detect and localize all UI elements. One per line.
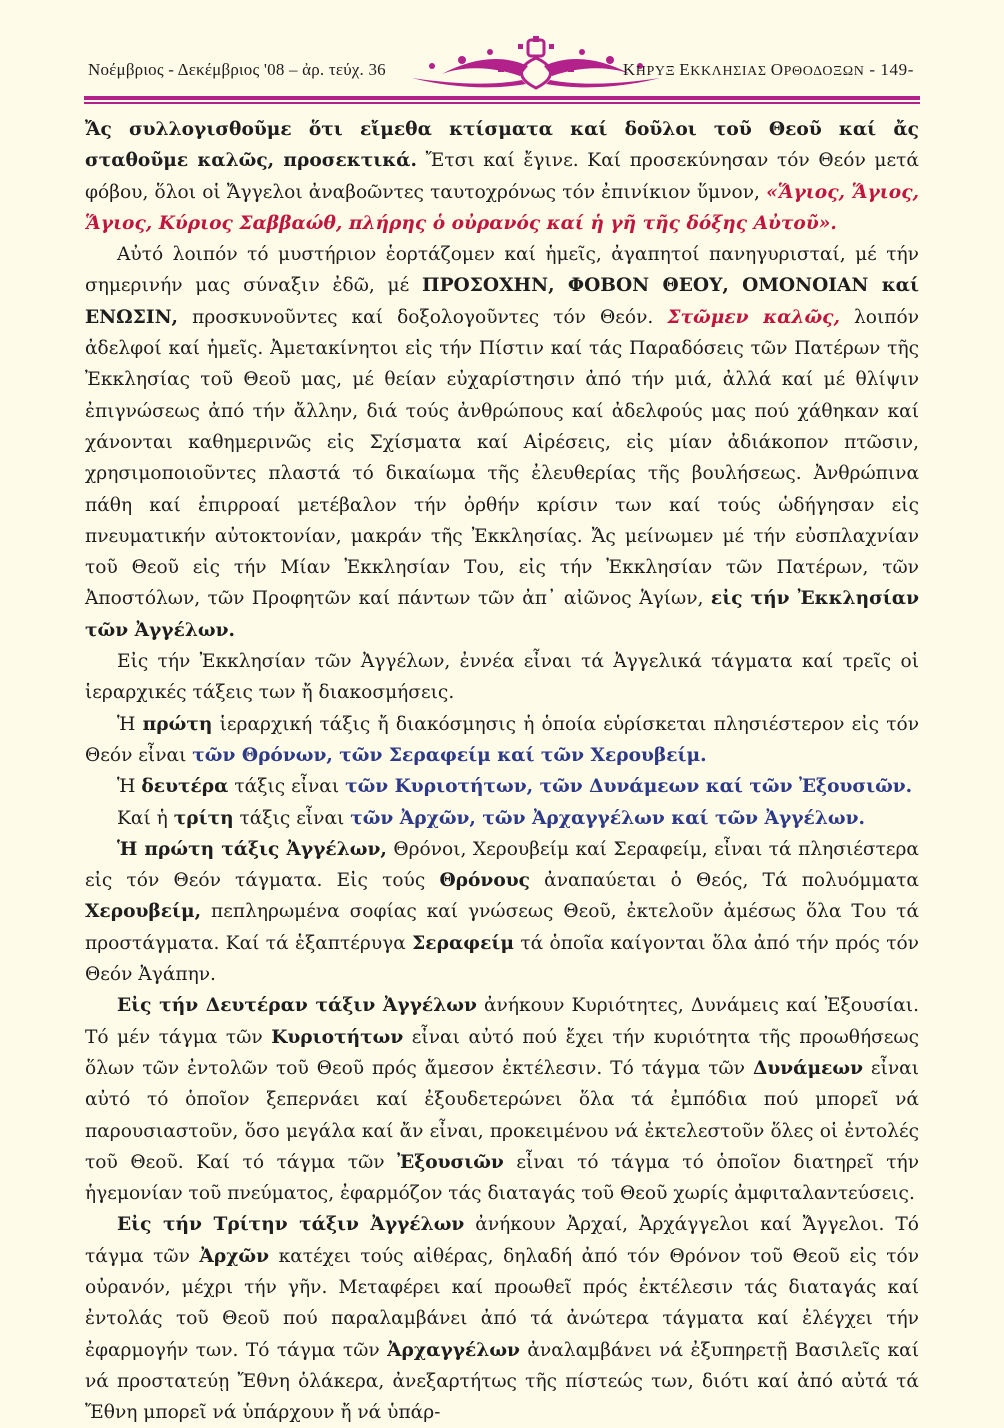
emphasis-text: Ἡ πρώτη τάξις Ἀγγέλων,: [117, 838, 387, 860]
body-text: ἀναλαμβάνει νά ἐξυπηρετῇ Βασιλεῖς καί νά προστατεύῃ Ἔθνη ὁλάκερα, ἀνεξαρτήτως τῆς πίστεώς των, διότι καί ἀπό αὐτά τά Ἔθνη μπορεῖ νά ὑπάρχουν ἤ νά ὑπάρ-: [85, 1339, 920, 1424]
article-body: [85, 114, 919, 1428]
body-text: τάξις εἶναι: [233, 807, 351, 829]
emphasis-text: Δυνάμεων: [752, 1057, 863, 1079]
body-text: ἀνήκουν Κυριότητες, Δυνάμεις καί Ἐξουσίαι. Τό μέν τάγμα τῶν: [85, 995, 919, 1048]
body-text: ἀνήκουν Ἀρχαί, Ἀρχάγγελοι καί Ἄγγελοι. Τό τάγμα τῶν: [85, 1214, 919, 1267]
emphasis-text: Ἀρχαγγέλων: [387, 1339, 520, 1361]
body-text: ἱεραρχική τάξις ἤ διακόσμησις ἡ ὁποία εὑρίσκεται πλησιέστερον εἰς τόν Θεόν εἶναι: [85, 713, 920, 766]
emphasis-text: Σεραφείμ: [412, 932, 514, 954]
paragraph: [85, 709, 919, 772]
emphasis-text: τρίτη: [173, 807, 234, 829]
body-text: εἶναι τό τάγμα τό ὁποῖον διατηρεῖ τήν ἡγεμονίαν τοῦ πνεύματος, ἐφαρμόζον τάς διαταγάς τοῦ Θεοῦ χωρίς ἀμφιταλαντεύσεις.: [85, 1151, 919, 1205]
emphasis-text: «Ἅγιος, Ἅγιος, Ἅγιος, Κύριος Σαββαώθ, πλήρης ὁ οὐρανός καί ἡ γῆ τῆς δόξης Αὐτοῦ».: [85, 181, 920, 234]
body-text: κατέχει τούς αἰθέρας, δηλαδή ἀπό τόν Θρόνον τοῦ Θεοῦ εἰς τόν οὐρανόν, μέχρι τήν γῆν. Μεταφέρει καί προωθεῖ πρός ἐκτέλεσιν τάς διαταγάς καί ἐντολάς τοῦ Θεοῦ πού παραλαμβάνει ἀπό τά ἀνώτερα τάγματα καί ἐλέγχει τήν ἐφαρμογήν των. Τό τάγμα τῶν: [85, 1245, 920, 1361]
body-text: εἶναι αὐτό τό ὁποῖον ξεπερνάει καί ἐξουδετερώνει ὅλα τά ἐμπόδια πού μπορεῖ νά παρουσιαστοῦν, ὅσο μεγάλα καί ἄν εἶναι, προκειμένου νά ἐκτελεστοῦν ὅλες οἱ ἐντολές τοῦ Θεοῦ. Καί τό τάγμα τῶν: [85, 1057, 920, 1173]
page-header: [80, 36, 922, 94]
emphasis-text: τῶν Θρόνων, τῶν Σεραφείμ καί τῶν Χερουβείμ.: [192, 744, 707, 766]
body-text: Καί ἡ: [117, 807, 174, 829]
body-text: Εἰς τήν Ἐκκλησίαν τῶν Ἀγγέλων, ἐννέα εἶναι τά Ἀγγελικά τάγματα καί τρεῖς οἱ ἱεραρχικές τάξεις των ἤ διακοσμήσεις.: [85, 651, 919, 704]
emphasis-text: ΠΡΟΣΟΧΗΝ, ΦΟΒΟΝ ΘΕΟΥ, ΟΜΟΝΟΙΑΝ καί ΕΝΩΣΙΝ,: [85, 275, 919, 328]
body-text: Ἡ: [117, 776, 142, 798]
body-text: ἀναπαύεται ὁ Θεός, Τά πολυόμματα: [529, 870, 919, 892]
body-text: Θρόνοι, Χερουβείμ καί Σεραφείμ, εἶναι τά πλησιέστερα εἰς τόν Θεόν τάγματα. Εἰς τούς: [85, 838, 919, 892]
body-text: τάξις εἶναι: [228, 776, 346, 798]
paragraph: [85, 646, 919, 709]
emphasis-text: τῶν Ἀρχῶν, τῶν Ἀρχαγγέλων καί τῶν Ἀγγέλων.: [350, 807, 865, 829]
emphasis-text: εἰς τήν Ἐκκλησίαν τῶν Ἀγγέλων.: [85, 588, 920, 641]
emphasis-text: τῶν Κυριοτήτων, τῶν Δυνάμεων καί τῶν Ἐξουσιῶν.: [345, 776, 913, 798]
paragraph: [85, 239, 919, 646]
body-text: πεπληρωμένα σοφίας καί γνώσεως Θεοῦ, ἐκτελοῦν ἀμέσως ὅλα Του τά προστάγματα. Καί τά ἑξαπτέρυγα: [85, 901, 919, 954]
body-text: Ἡ: [117, 713, 143, 735]
emphasis-text: πρώτη: [142, 713, 213, 735]
body-text: προσκυνοῦντες καί δοξολογοῦντες τόν Θεόν.: [178, 306, 668, 328]
body-text: εἶναι αὐτό πού ἔχει τήν κυριότητα τῆς προωθήσεως ὅλων τῶν ἐντολῶν τοῦ Θεοῦ πρός ἄμεσον ἐκτέλεσιν. Τό τάγμα τῶν: [85, 1026, 919, 1079]
paragraph: [85, 1209, 919, 1428]
emphasis-text: Εἰς τήν Δευτέραν τάξιν Ἀγγέλων: [117, 995, 477, 1017]
body-text: τά ὁποῖα καίγονται ὅλα ἀπό τήν πρός τόν Θεόν Ἀγάπην.: [85, 932, 919, 986]
body-text: λοιπόν ἀδελφοί καί ἡμεῖς. Ἀμετακίνητοι εἰς τήν Πίστιν καί τάς Παραδόσεις τῶν Πατέρων τῆς Ἐκκλησίας τοῦ Θεοῦ μας, μέ θείαν εὐχαρίστησιν ἀπό τήν μιά, ἀλλά καί μέ θλίψιν ἐπιγνώσεως ἀπό τήν ἄλλην, διά τούς ἀνθρώπους καί ἀδελφούς μας πού χάθηκαν καί χάνονται καθημερινῶς εἰς Σχίσματα καί Αἱρέσεις, εἰς μίαν ἀδιάκοπον πτῶσιν, χρησιμοποιοῦντες πλαστά τό δικαίωμα τῆς ἐλευθερίας τῆς βουλήσεως. Ἀνθρώπινα πάθη καί ἐπιρροαί μετέβαλον τήν ὀρθήν κρίσιν των καί τούς ὡδήγησαν εἰς πνευματικήν αὐτοκτονίαν, μακράν τῆς Ἐκκλησίας. Ἄς μείνωμεν μέ τήν εὐσπλαχνίαν τοῦ Θεοῦ εἰς τήν Μίαν Ἐκκλησίαν Του, εἰς τήν Ἐκκλησίαν τῶν Πατέρων, τῶν Ἀποστόλων, τῶν Προφητῶν καί πάντων τῶν ἀπ᾽ αἰῶνος Ἁγίων,: [85, 306, 919, 610]
body-text: Αὐτό λοιπόν τό μυστήριον ἑορτάζομεν καί ἡμεῖς, ἀγαπητοί πανηγυρισταί, μέ τήν σημερινήν μας σύναξιν ἐδῶ, μέ: [85, 244, 919, 297]
header-rule-thin: [84, 102, 920, 104]
emphasis-text: δευτέρα: [141, 776, 229, 798]
paragraph: [85, 834, 919, 990]
emphasis-text: Ἐξουσιῶν: [397, 1151, 504, 1173]
paragraph: [85, 990, 919, 1209]
paragraph: [85, 114, 919, 239]
emphasis-text: Θρόνους: [439, 870, 530, 892]
paragraph: [85, 803, 919, 834]
emphasis-text: Ἄς συλλογισθοῦμε ὅτι εἴμεθα κτίσματα καί δοῦλοι τοῦ Θεοῦ καί ἄς σταθοῦμε καλῶς, προσεκτικά.: [85, 119, 919, 172]
emphasis-text: Στῶμεν καλῶς,: [667, 306, 840, 328]
page-number: - 149-: [869, 60, 914, 79]
body-text: Ἔτσι καί ἔγινε. Καί προσεκύνησαν τόν Θεόν μετά φόβου, ὅλοι οἱ Ἄγγελοι ἀναβοῶντες ταυτοχρόνως τόν ἐπινίκιον ὕμνον,: [85, 150, 919, 203]
header-rule: [84, 96, 920, 100]
issue-date: Νοέμβριος - Δεκέμβριος '08 – ἀρ. τεύχ. 36: [88, 60, 386, 79]
journal-title: ΚΗΡΥΞ ΕΚΚΛΗΣΙΑΣ ΟΡΘΟΔΟΞΩΝ - 149-: [622, 60, 914, 79]
emphasis-text: Χερουβείμ,: [85, 901, 202, 923]
paragraph: [85, 771, 919, 802]
emphasis-text: Εἰς τήν Τρίτην τάξιν Ἀγγέλων: [117, 1214, 465, 1236]
emphasis-text: Ἀρχῶν: [199, 1245, 270, 1267]
emphasis-text: Κυριοτήτων: [271, 1026, 404, 1048]
